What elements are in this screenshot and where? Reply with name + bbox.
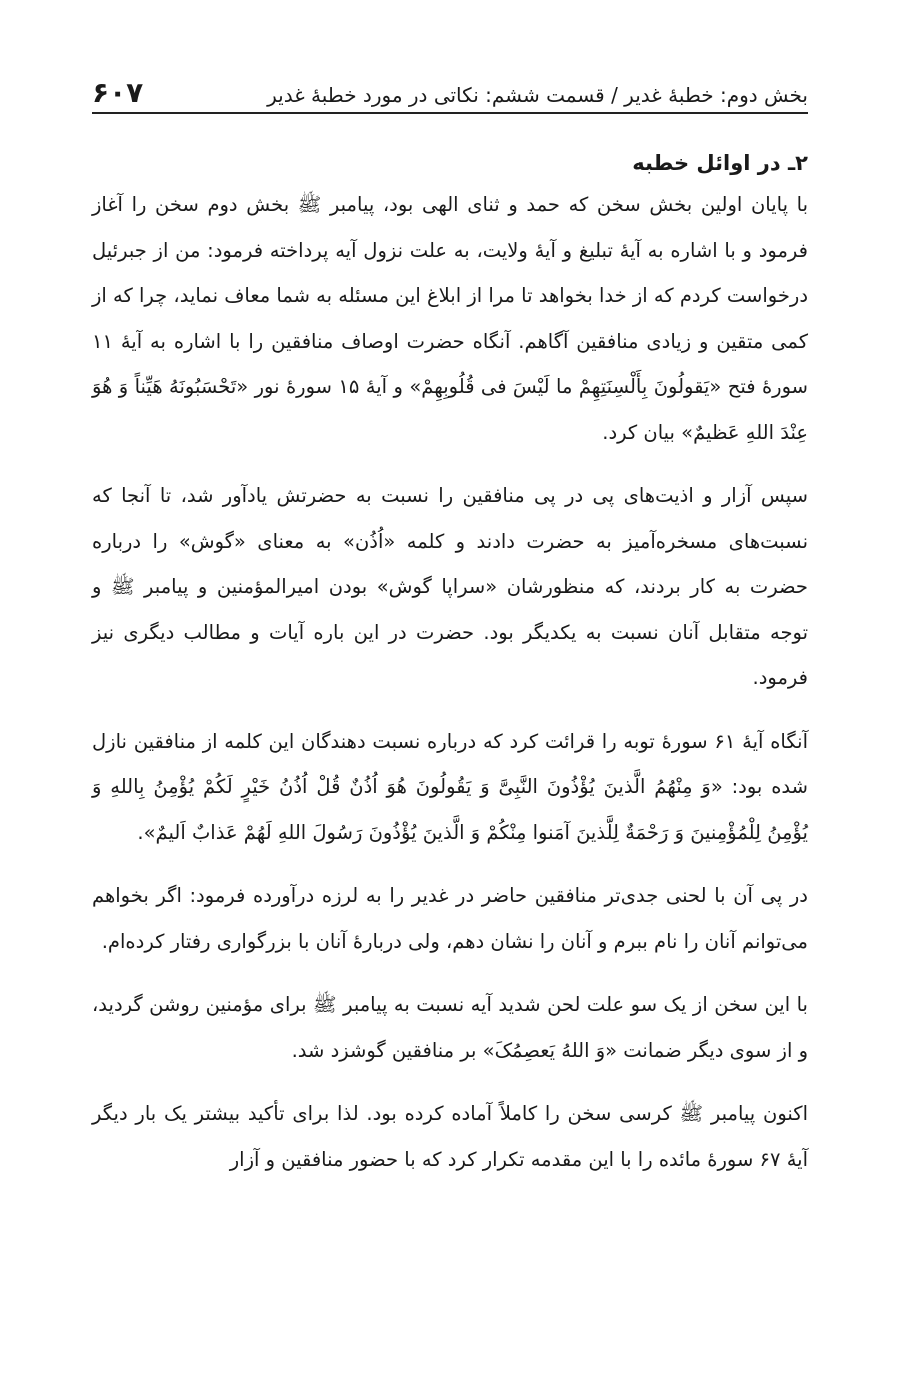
running-header [92, 60, 808, 114]
paragraph: با پایان اولین بخش سخن که حمد و ثنای الهی بود، پیامبر ﷺ بخش دوم سخن را آغاز فرمود و با اشاره به آیهٔ تبلیغ و آیهٔ ولایت، به علت نزول آیه پرداخته فرمود: من از جبرئیل درخواست کردم که از خدا بخواهد تا مرا از ابلاغ این مسئله به شما معاف نماید، چرا که از کمی متقین و زیادی منافقین آگاهم. آنگاه حضرت اوصاف منافقین را با اشاره به آیهٔ ۱۱ سورهٔ فتح «یَقولُونَ بِأَلْسِنَتِهِمْ ما لَیْسَ فی قُلُوبِهِمْ» و آیهٔ ۱۵ سورهٔ نور «تَحْسَبُونَهُ هَیِّناً وَ هُوَ عِنْدَ اللهِ عَظیمٌ» بیان کرد. [92, 193, 808, 444]
running-header-title: بخش دوم: خطبهٔ غدیر / قسمت ششم: نکاتی در مورد خطبهٔ غدیر [267, 83, 808, 107]
paragraph: در پی آن با لحنی جدی‌تر منافقین حاضر در غدیر را به لرزه درآورده فرمود: اگر بخواهم می‌توانم آنان را نام ببرم و آنان را نشان دهم، ولی دربارهٔ آنان با بزرگواری رفتار کرده‌ام. [92, 884, 808, 953]
paragraph: اکنون پیامبر ﷺ کرسی سخن را کاملاً آماده کرده بود. لذا برای تأکید بیشتر یک بار دیگر آیهٔ ۶۷ سورهٔ مائده را با این مقدمه تکرار کرد که با حضور منافقین و آزار [92, 1102, 808, 1171]
paragraph: با این سخن از یک سو علت لحن شدید آیه نسبت به پیامبر ﷺ برای مؤمنین روشن گردید، و از سوی دیگر ضمانت «وَ اللهُ یَعصِمُکَ» بر منافقین گوشزد شد. [92, 993, 808, 1062]
document-page [92, 60, 808, 1182]
paragraph: آنگاه آیهٔ ۶۱ سورهٔ توبه را قرائت کرد که درباره نسبت دهندگان این کلمه از منافقین نازل شده بود: «وَ مِنْهُمُ الَّذینَ یُؤْذُونَ النَّبِیَّ وَ یَقُولُونَ هُوَ اُذُنٌ قُلْ اُذُنُ خَیْرٍ لَکُمْ یُؤْمِنُ بِاللهِ وَ یُؤْمِنُ لِلْمُؤْمِنینَ وَ رَحْمَةٌ لِلَّذینَ آمَنوا مِنْکُمْ وَ الَّذینَ یُؤْذُونَ رَسُولَ اللهِ لَهُمْ عَذابٌ اَلیمٌ». [92, 729, 808, 844]
page-number: ۶۰۷ [92, 76, 144, 109]
paragraph: سپس آزار و اذیت‌های پی در پی منافقین را نسبت به حضرتش یادآور شد، تا آنجا که نسبت‌های مسخره‌آمیز به حضرت دادند و کلمه «اُذُن» به معنای «گوش» را درباره حضرت به کار بردند، که منظورشان «سراپا گوش» بودن امیرالمؤمنین و پیامبر ﷺ و توجه متقابل آنان نسبت به یکدیگر بود. حضرت در این باره آیات و مطالب دیگری نیز فرمود. [92, 484, 808, 689]
section-heading: ۲ـ در اوائل خطبه [632, 151, 808, 175]
